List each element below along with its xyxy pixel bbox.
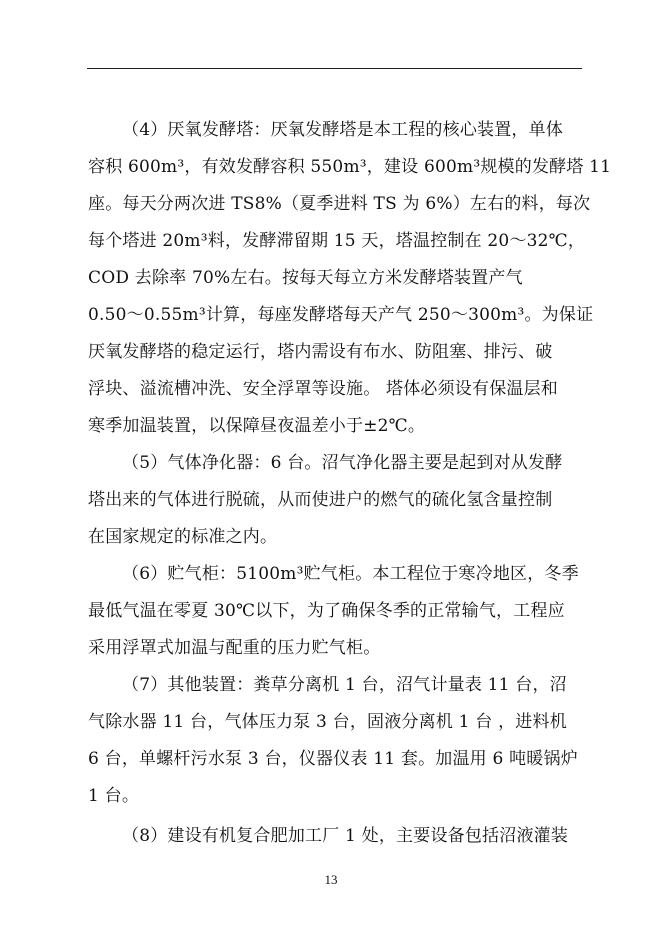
- paragraph-gas-holder: [88, 556, 582, 667]
- text-line: 0.50～0.55m³计算，每座发酵塔每天产气 250～300m³。为保证: [88, 305, 594, 325]
- text-line: 气除水器 11 台，气体压力泵 3 台，固液分离机 1 台 ，进料机: [88, 712, 567, 732]
- paragraph-fertilizer-plant: [88, 818, 582, 855]
- text-line: （4）厌氧发酵塔：厌氧发酵塔是本工程的核心装置，单体: [122, 120, 564, 140]
- text-line: （5）气体净化器：6 台。沼气净化器主要是起到对从发酵: [122, 453, 563, 473]
- text-line: （8）建设有机复合肥加工厂 1 处，主要设备包括沼液灌装: [122, 826, 569, 846]
- text-line: COD 去除率 70%左右。按每天每立方米发酵塔装置产气: [88, 268, 523, 288]
- text-line: 采用浮罩式加温与配重的压力贮气柜。: [88, 638, 381, 658]
- header-rule: [87, 68, 582, 69]
- paragraph-other-equipment: [88, 667, 582, 815]
- text-line: 座。每天分两次进 TS8%（夏季进料 TS 为 6%）左右的料，每次: [88, 194, 591, 214]
- text-line: （7）其他装置：粪草分离机 1 台，沼气计量表 11 台，沼: [122, 675, 567, 695]
- text-line: 厌氧发酵塔的稳定运行，塔内需设有布水、防阻塞、排污、破: [88, 342, 553, 362]
- page-number: 13: [324, 872, 338, 887]
- text-line: 在国家规定的标准之内。: [88, 527, 278, 547]
- text-line: 浮块、溢流槽冲洗、安全浮罩等设施。 塔体必须设有保温层和: [88, 379, 559, 399]
- text-line: （6）贮气柜：5100m³贮气柜。本工程位于寒冷地区，冬季: [122, 564, 579, 584]
- text-line: 6 台，单螺杆污水泵 3 台，仪器仪表 11 套。加温用 6 吨暖锅炉: [88, 749, 578, 769]
- text-line: 1 台。: [88, 786, 140, 806]
- text-line: 容积 600m³，有效发酵容积 550m³，建设 600m³规模的发酵塔 11: [88, 157, 612, 177]
- paragraph-gas-purifier: [88, 445, 582, 556]
- text-line: 塔出来的气体进行脱硫，从而使进户的燃气的硫化氢含量控制: [88, 490, 553, 510]
- paragraph-anaerobic-tower: [88, 112, 612, 445]
- document-body: [88, 112, 612, 855]
- text-line: 寒季加温装置，以保障昼夜温差小于±2℃。: [88, 416, 426, 436]
- text-line: 最低气温在零夏 30℃以下，为了确保冬季的正常输气，工程应: [88, 601, 565, 621]
- text-line: 每个塔进 20m³料，发酵滞留期 15 天，塔温控制在 20～32℃，: [88, 231, 586, 251]
